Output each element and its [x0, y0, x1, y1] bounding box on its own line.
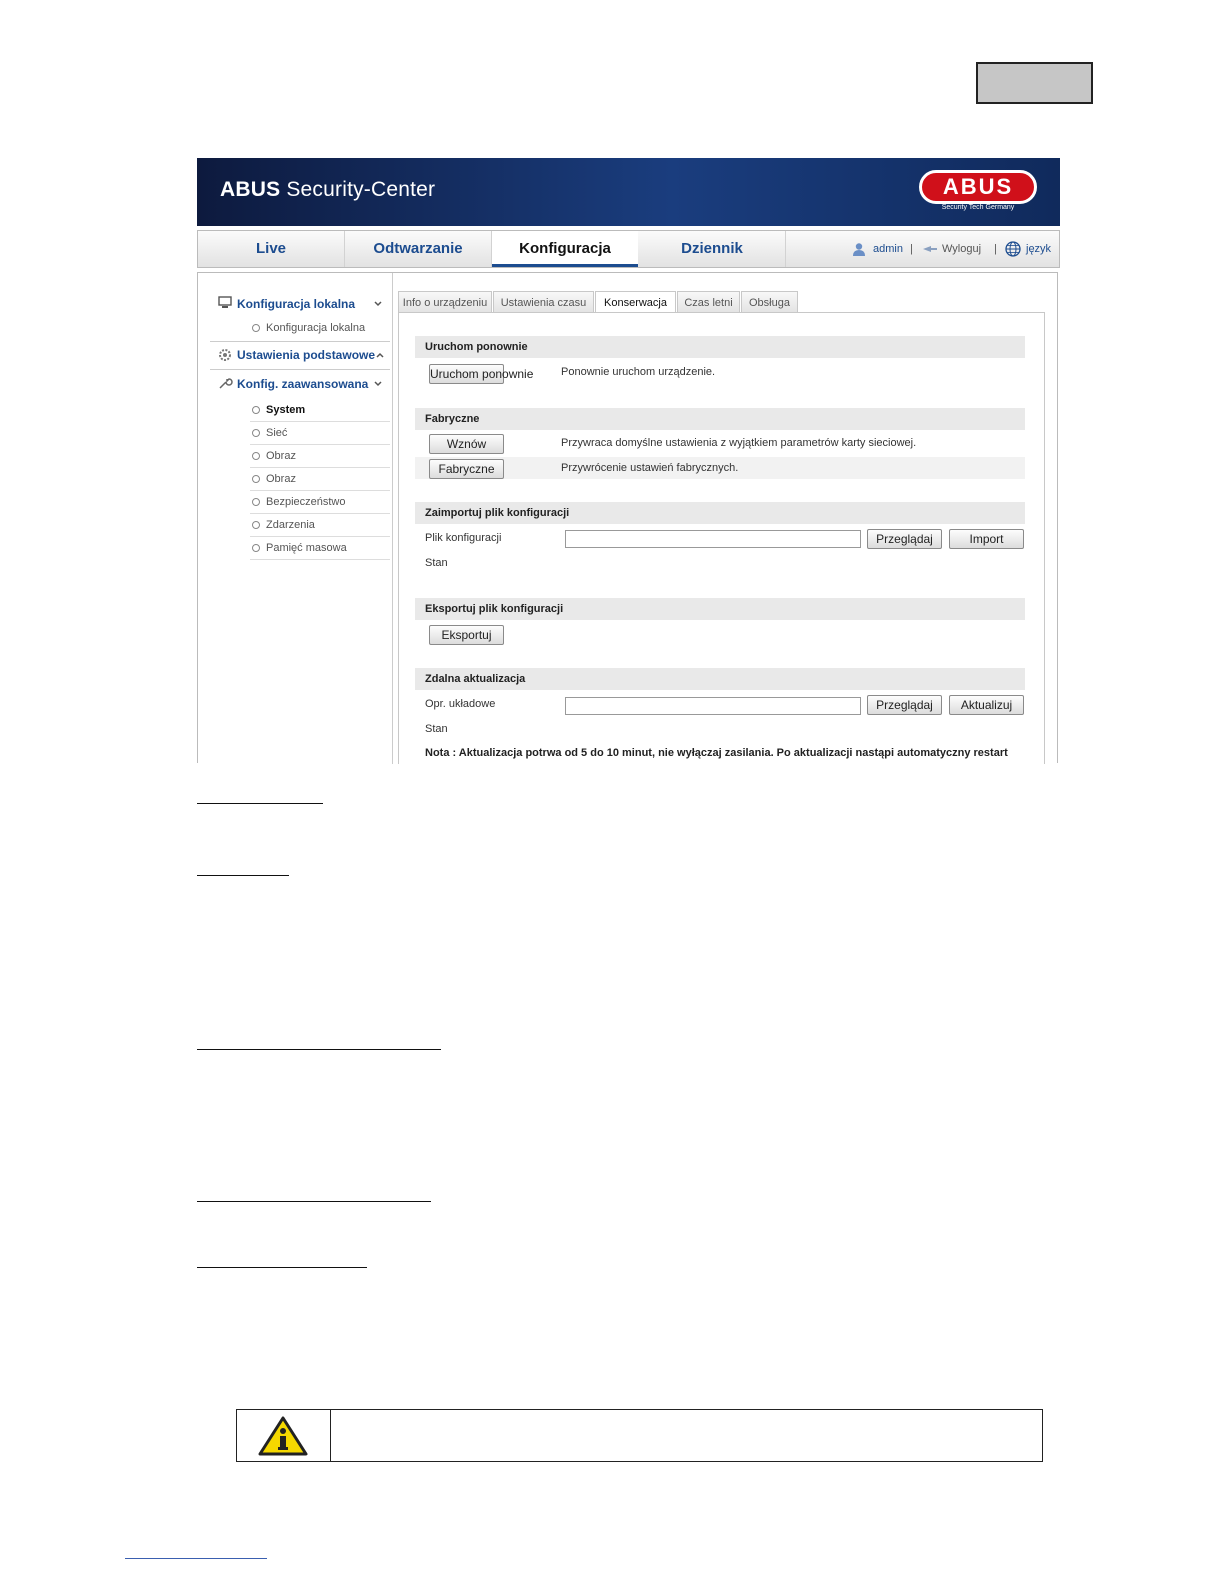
browse-config-button[interactable]: Przeglądaj — [867, 529, 942, 549]
chevron-down-icon[interactable] — [374, 301, 382, 307]
heading-underline — [197, 875, 289, 876]
language-link[interactable]: język — [1026, 243, 1052, 255]
bullet-icon — [252, 498, 260, 506]
chevron-up-icon[interactable] — [376, 352, 384, 358]
sidebar-item-events[interactable] — [250, 514, 390, 537]
user-icon — [852, 242, 866, 256]
upgrade-status-label: Stan — [425, 723, 448, 735]
footer-link-underline[interactable] — [125, 1558, 267, 1559]
config-file-input[interactable] — [565, 530, 861, 548]
sidebar-item-label: Obraz — [266, 450, 296, 462]
main-navigation — [197, 230, 1060, 268]
sidebar-item-label: System — [266, 404, 306, 416]
upgrade-note: Nota : Aktualizacja potrwa od 5 do 10 minut, nie wyłączaj zasilania. Po aktualizacji nastąpi automatyczny restart — [425, 747, 1008, 759]
sidebar-item-label: Pamięć masowa — [266, 542, 347, 554]
sidebar-item-local-config[interactable] — [250, 317, 390, 339]
sidebar-item-label: Zdarzenia — [266, 519, 315, 531]
chevron-down-icon[interactable] — [374, 381, 382, 387]
factory-description: Przywrócenie ustawień fabrycznych. — [561, 462, 739, 474]
sidebar-basic-settings[interactable]: Ustawienia podstawowe — [237, 348, 376, 362]
tab-time-settings[interactable]: Ustawienia czasu — [493, 291, 594, 313]
tab-playback[interactable]: Odtwarzanie — [345, 231, 492, 267]
restore-description: Przywraca domyślne ustawienia z wyjątkiem parametrów karty sieciowej. — [561, 437, 917, 449]
sidebar-item-security[interactable] — [250, 491, 390, 514]
logo-tagline: Security Tech Germany — [941, 204, 1015, 211]
sidebar-item-label: Konfiguracja lokalna — [266, 322, 366, 334]
sidebar — [198, 273, 393, 764]
reboot-button[interactable]: Uruchom ponownie — [429, 364, 504, 384]
app-banner — [197, 158, 1060, 226]
restore-button[interactable]: Wznów — [429, 434, 504, 454]
abus-logo: ABUS — [919, 170, 1037, 204]
export-button[interactable]: Eksportuj — [429, 625, 504, 645]
separator: | — [910, 243, 913, 255]
reboot-description: Ponownie uruchom urządzenie. — [561, 366, 716, 378]
import-status-label: Stan — [425, 557, 448, 569]
section-upgrade-title: Zdalna aktualizacja — [415, 668, 1025, 690]
heading-underline — [197, 803, 323, 804]
config-panel — [197, 272, 1058, 763]
logout-icon — [922, 242, 938, 256]
tab-service[interactable]: Obsługa — [741, 291, 798, 313]
user-link[interactable]: admin — [873, 243, 903, 255]
brand-rest: Security-Center — [280, 178, 436, 201]
maintenance-frame — [398, 312, 1045, 764]
heading-underline — [197, 1267, 367, 1268]
sidebar-item-label: Bezpieczeństwo — [266, 496, 346, 508]
bullet-icon — [252, 429, 260, 437]
bullet-icon — [252, 544, 260, 552]
app-title — [220, 178, 435, 202]
page-number-box — [976, 62, 1093, 104]
sidebar-item-image[interactable] — [250, 445, 390, 468]
sidebar-item-label: Sieć — [266, 427, 288, 439]
logout-link[interactable]: Wyloguj — [942, 243, 982, 255]
upgrade-button[interactable]: Aktualizuj — [949, 695, 1024, 715]
warning-info-icon — [257, 1415, 309, 1457]
sidebar-item-network[interactable] — [250, 422, 390, 445]
tab-maintenance[interactable]: Konserwacja — [595, 291, 676, 313]
section-reboot-title: Uruchom ponownie — [415, 336, 1025, 358]
section-import-title: Zaimportuj plik konfiguracji — [415, 502, 1025, 524]
wrench-icon — [218, 376, 232, 390]
bullet-icon — [252, 521, 260, 529]
firmware-file-input[interactable] — [565, 697, 861, 715]
globe-icon — [1005, 241, 1021, 257]
config-file-label: Plik konfiguracji — [425, 532, 502, 544]
sidebar-local-config[interactable]: Konfiguracja lokalna — [237, 297, 356, 311]
info-box — [236, 1409, 1043, 1462]
separator: | — [994, 243, 997, 255]
bullet-icon — [252, 324, 260, 332]
factory-reset-button[interactable]: Fabryczne — [429, 459, 504, 479]
tab-dst[interactable]: Czas letni — [677, 291, 740, 313]
section-export-title: Eksportuj plik konfiguracji — [415, 598, 1025, 620]
section-factory-title: Fabryczne — [415, 408, 1025, 430]
heading-underline — [197, 1201, 431, 1202]
config-screenshot — [197, 158, 1060, 763]
tab-device-info[interactable]: Info o urządzeniu — [398, 291, 492, 313]
browse-firmware-button[interactable]: Przeglądaj — [867, 695, 942, 715]
sidebar-advanced[interactable]: Konfig. zaawansowana — [237, 377, 369, 391]
sidebar-item-storage[interactable] — [250, 537, 390, 560]
sidebar-item-system[interactable] — [250, 399, 390, 422]
monitor-icon — [218, 296, 233, 309]
sidebar-item-image-2[interactable] — [250, 468, 390, 491]
sidebar-item-label: Obraz — [266, 473, 296, 485]
tab-live[interactable]: Live — [198, 231, 345, 267]
content-area — [398, 273, 1045, 764]
divider — [210, 369, 390, 370]
divider — [210, 341, 390, 342]
bullet-icon — [252, 475, 260, 483]
gear-icon — [218, 348, 232, 362]
brand-bold: ABUS — [220, 178, 281, 201]
tab-log[interactable]: Dziennik — [639, 231, 786, 267]
bullet-icon — [252, 452, 260, 460]
heading-underline — [197, 1049, 441, 1050]
firmware-label: Opr. układowe — [425, 698, 496, 710]
tab-configuration[interactable]: Konfiguracja — [492, 231, 638, 267]
info-icon-cell — [237, 1410, 331, 1461]
import-button[interactable]: Import — [949, 529, 1024, 549]
bullet-icon — [252, 406, 260, 414]
